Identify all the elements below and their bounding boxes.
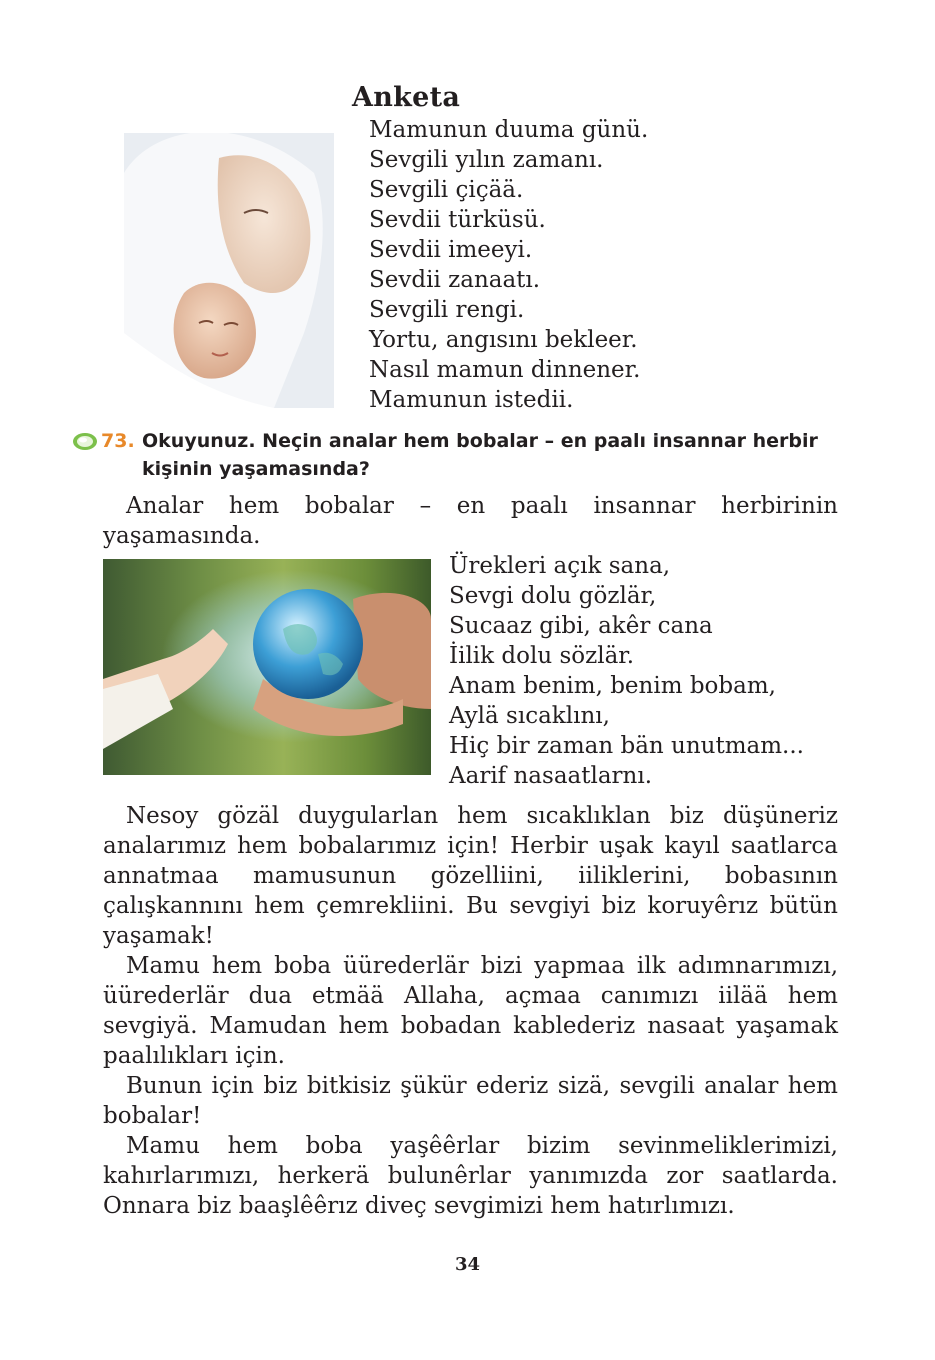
intro-paragraph: Analar hem bobalar – en paalı insannar herbirinin yaşamasında. xyxy=(103,493,838,549)
poem-line: Anam benim, benim bobam, xyxy=(449,673,776,699)
task-instruction: Okuyunuz. Neçin analar hem bobalar – en paalı insannar herbir kişinin yaşamasında? xyxy=(142,430,818,480)
task-number: 73. xyxy=(101,430,135,452)
survey-item: Yortu, angısını bekleer. xyxy=(369,327,638,353)
survey-item: Sevgili rengi. xyxy=(369,297,525,323)
survey-item: Sevgili yılın zamanı. xyxy=(369,147,604,173)
poem-line: İilik dolu sözlär. xyxy=(449,643,635,669)
survey-item: Mamunun duuma günü. xyxy=(369,117,649,143)
survey-list xyxy=(369,115,648,415)
poem-line: Sucaaz gibi, akêr cana xyxy=(449,613,713,639)
poem-line: Ürekleri açık sana, xyxy=(449,553,671,579)
poem-line: Sevgi dolu gözlär, xyxy=(449,583,657,609)
body-paragraph: Nesoy gözäl duygularlan hem sıcaklıklan biz düşüneriz analarımız hem bobalarımız için! Herbir uşak kayıl saatlarca annatmaa mamusunun gözelliini, iiliklerini, bobasının çalışkannını hem çemrekliini. Bu sevgiyi biz koruyêrız bütün yaşamak! xyxy=(103,803,838,949)
mother-baby-image xyxy=(124,133,334,408)
page-number: 34 xyxy=(454,1254,481,1275)
body-paragraph: Mamu hem boba yaşêêrlar bizim sevinmeliklerimizi, kahırlarımızı, herkerä bulunêrlar yanımızda zor saatlarda. Onnara biz baaşlêêrız diveç sevgimizi hem hatırlımızı. xyxy=(103,1133,838,1219)
poem-line: Aylä sıcaklını, xyxy=(449,703,610,729)
poem-line: Aarif nasaatlarnı. xyxy=(449,763,653,789)
poem xyxy=(449,551,804,791)
survey-item: Sevgili çiçää. xyxy=(369,177,524,203)
hands-globe-image xyxy=(103,559,431,775)
body-paragraph: Mamu hem boba üürederlär bizi yapmaa ilk adımnarımızı, üürederlär dua etmää Allaha, açmaa canımızı iilää hem sevgiyä. Mamudan hem bobadan kablederiz nasaat yaşamak paalılıkları için. xyxy=(103,953,838,1069)
survey-item: Sevdii türküsü. xyxy=(369,207,546,233)
survey-item: Mamunun istedii. xyxy=(369,387,574,413)
survey-item: Sevdii imeeyi. xyxy=(369,237,533,263)
body-paragraph: Bunun için biz bitkisiz şükür ederiz sizä, sevgili analar hem bobalar! xyxy=(103,1073,838,1129)
survey-item: Sevdii zanaatı. xyxy=(369,267,541,293)
body-text xyxy=(103,801,838,1221)
survey-title: Anketa xyxy=(352,82,461,113)
survey-item: Nasıl mamun dinnener. xyxy=(369,357,641,383)
reading-task-icon xyxy=(72,432,98,451)
poem-line: Hiç bir zaman bän unutmam... xyxy=(449,733,804,759)
